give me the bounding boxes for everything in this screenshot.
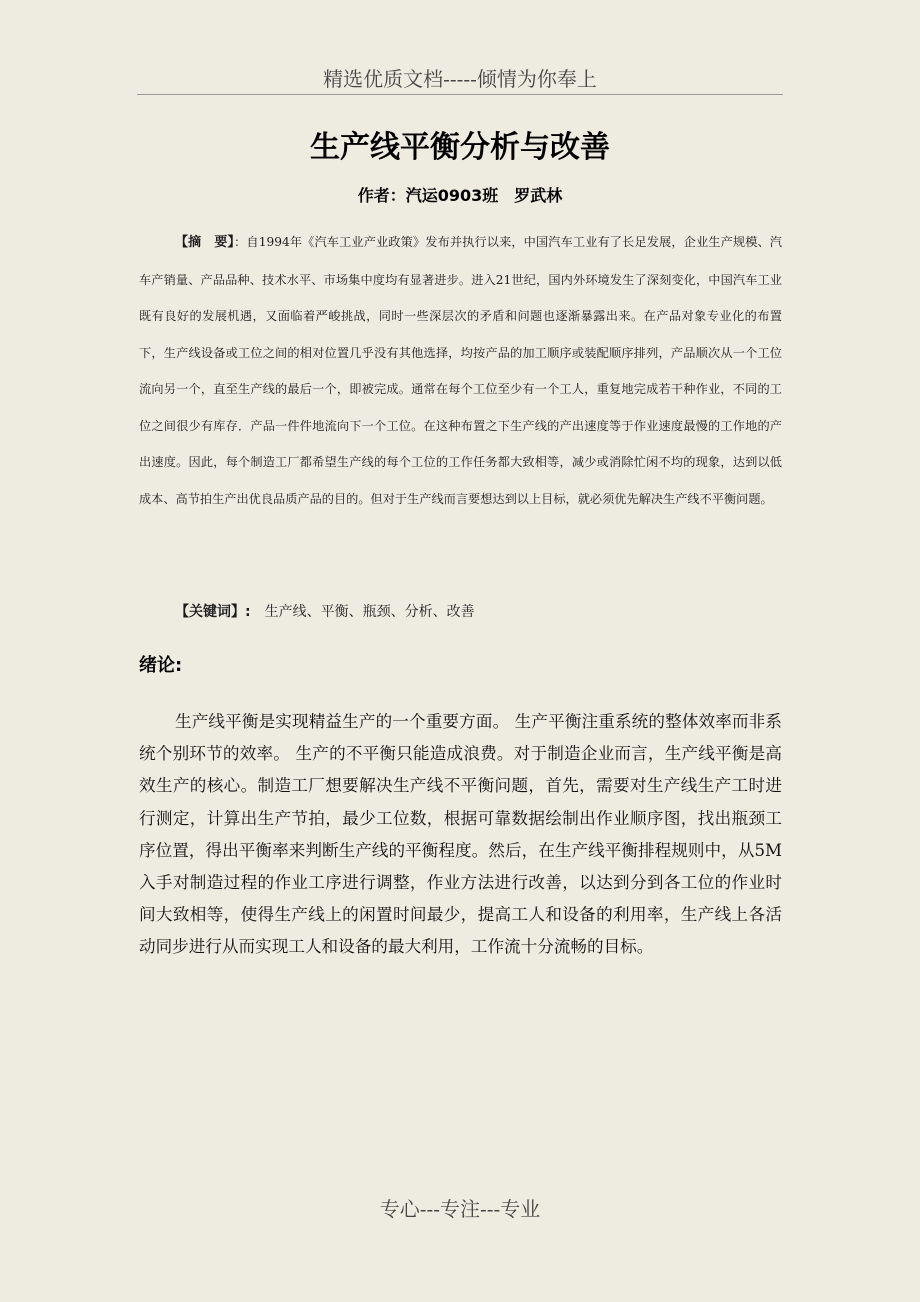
section-heading-introduction: 绪论: [139, 655, 183, 676]
abstract-paragraph [139, 224, 782, 517]
page-footer [137, 1194, 783, 1224]
author-line: 作者：汽运0903班 罗武林 [357, 186, 563, 205]
page-header [137, 64, 783, 95]
document-title: 生产线平衡分析与改善 [310, 130, 610, 165]
header-text: 精选优质文档-----倾情为你奉上 [323, 67, 597, 91]
keywords-label: 【关键词】: [175, 604, 251, 620]
abstract-label: 【摘 要】 [175, 235, 235, 250]
introduction-paragraph: 生产线平衡是实现精益生产的一个重要方面。 生产平衡注重系统的整体效率而非系统个别环节的效率。 生产的不平衡只能造成浪费。对于制造企业而言，生产线平衡是高效生产的核心。制造工厂想要解决生产线不平衡问题，首先，需要对生产线生产工时进行测定，计算出生产节拍，最少工位数，根据可靠数据绘制出作业顺序图，找出瓶颈工序位置，得出平衡率来判断生产线的平衡程度。然后，在生产线平衡排程规则中，从5M入手对制造过程的作业工序进行调整，作业方法进行改善，以达到分到各工位的作业时间大致相等，使得生产线上的闲置时间最少，提高工人和设备的利用率，生产线上各活动同步进行从而实现工人和设备的最大利用，工作流十分流畅的目标。 [139, 712, 782, 957]
footer-text: 专心---专注---专业 [379, 1197, 541, 1221]
abstract-text: ：自1994年《汽车工业产业政策》发布并执行以来，中国汽车工业有了长足发展，企业生产规模、汽车产销量、产品品种、技术水平、市场集中度均有显著进步。进入21世纪，国内外环境发生了深刻变化，中国汽车工业既有良好的发展机遇，又面临着严峻挑战，同时一些深层次的矛盾和问题也逐渐暴露出来。在产品对象专业化的布置下，生产线设备或工位之间的相对位置几乎没有其他选择，均按产品的加工顺序或装配顺序排列，产品顺次从一个工位流向另一个，直至生产线的最后一个，即被完成。通常在每个工位至少有一个工人，重复地完成若干种作业，不同的工位之间很少有库存．产品一件件地流向下一个工位。在这种布置之下生产线的产出速度等于作业速度最慢的工作地的产出速度。因此，每个制造工厂都希望生产线的每个工位的工作任务都大致相等，减少或消除忙闲不均的现象，达到以低成本、高节拍生产出优良品质产品的目的。但对于生产线而言要想达到以上目标，就必须优先解决生产线不平衡问题。 [139, 235, 782, 506]
keywords-value: 生产线、平衡、瓶颈、分析、改善 [264, 604, 475, 620]
keywords-line [139, 598, 782, 626]
